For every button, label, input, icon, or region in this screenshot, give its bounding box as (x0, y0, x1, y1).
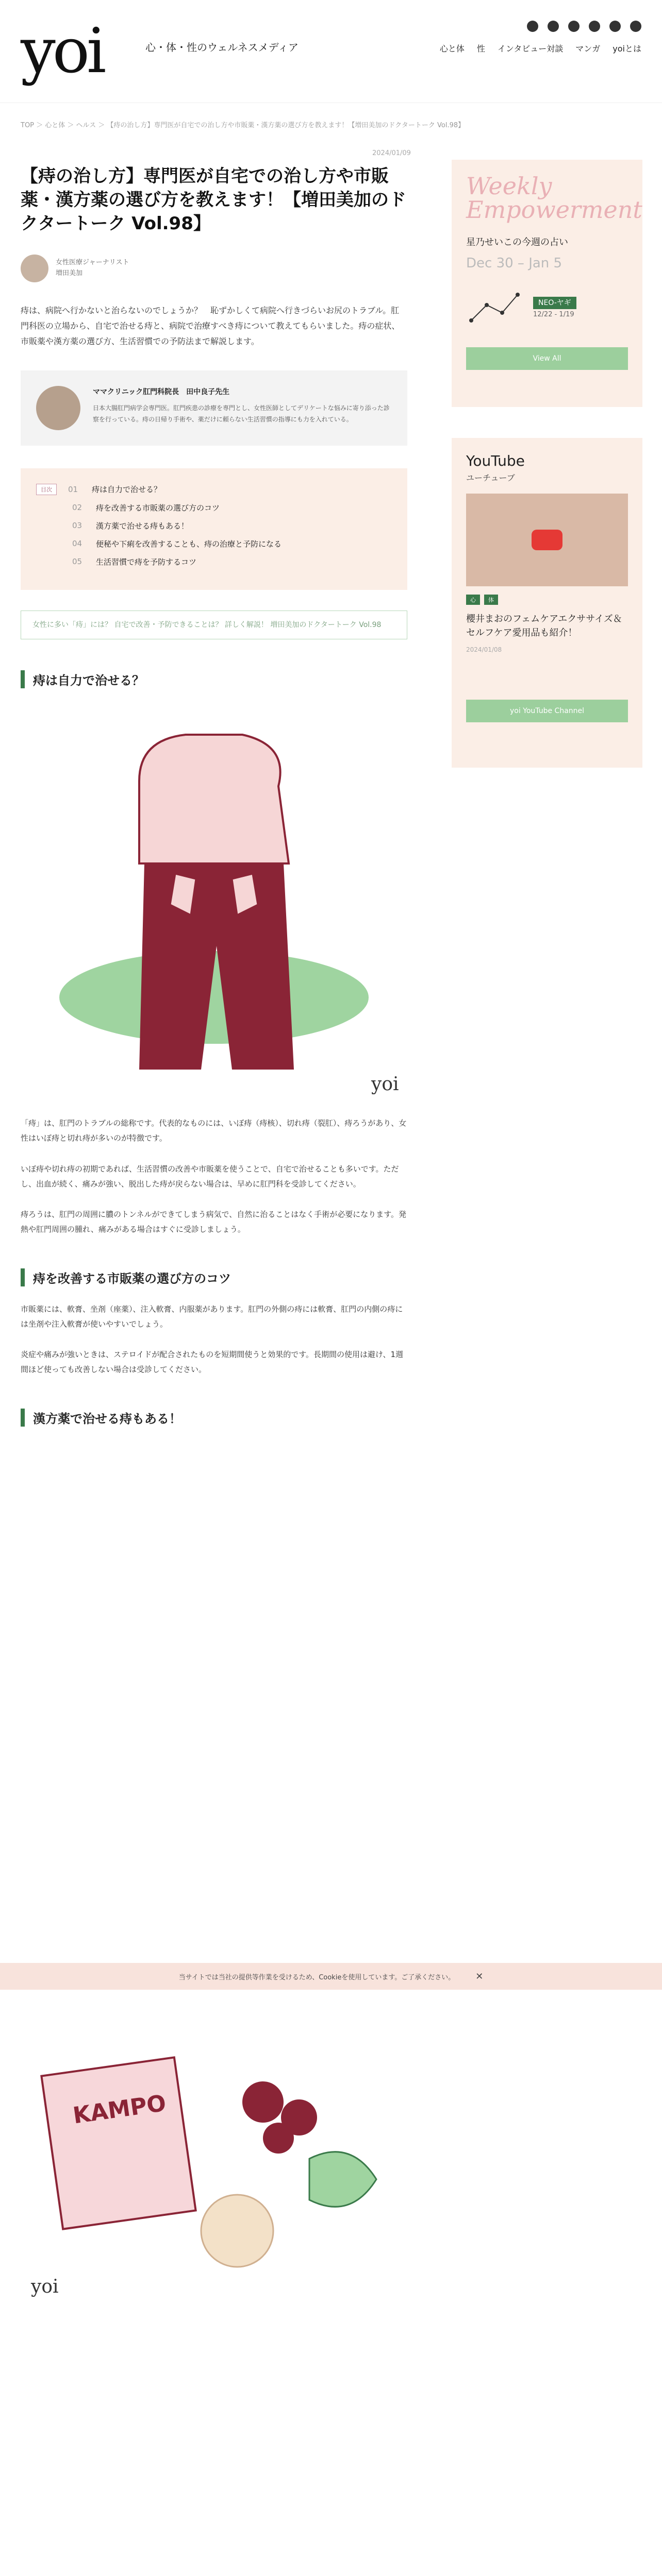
zodiac-name: NEO-ヤギ (533, 297, 576, 309)
site-logo[interactable]: yoi (21, 15, 104, 87)
illustration-kampo (21, 2004, 407, 2303)
toc-item[interactable]: 目次 01 痔は自力で治せる？ (36, 484, 392, 495)
site-tagline: 心・体・性のウェルネスメディア (145, 41, 299, 54)
doctor-bio: 日本大腸肛門病学会専門医。肛門疾患の診療を専門とし、女性医師としてデリケートな悩みに寄り添った診察を行っている。痔の日帰り手術や、薬だけに頼らない生活習慣の指導にも力を入れている。 (93, 404, 390, 423)
nav-item-manga[interactable]: マンガ (575, 44, 601, 54)
woman-illustration-icon (21, 709, 407, 1100)
cookie-banner (0, 1963, 662, 1990)
illustration-woman (21, 709, 407, 1100)
nav-item-interview[interactable]: インタビュー対談 (497, 44, 564, 54)
main-nav (440, 42, 641, 54)
tag[interactable]: 心 (466, 595, 480, 605)
youtube-icon[interactable] (589, 21, 600, 32)
view-all-button[interactable]: View All (466, 347, 628, 370)
zodiac-block (466, 284, 628, 331)
site-header (0, 0, 662, 103)
author-block (21, 255, 407, 282)
article-title: 【痔の治し方】専門医が自宅での治し方や市販薬・漢方薬の選び方を教えます！【増田美加のドクタートーク Vol.98】 (21, 166, 406, 234)
toc-item[interactable]: 04 便秘や下痢を改善することも、痔の治療と予防になる (72, 539, 282, 549)
related-article-link[interactable]: 女性に多い「痔」には？ 自宅で改善・予防できることは？ 詳しく解説！ 増田美加のドクタートーク Vol.98 (21, 611, 407, 639)
svg-text:KAMPO: KAMPO (71, 2090, 168, 2129)
doctor-name: ママクリニック肛門科院長 田中良子先生 (93, 387, 230, 396)
section-paragraph: 痔ろうは、肛門の周囲に膿のトンネルができてしまう病気で、自然に治ることはなく手術が必要になります。発熱や肛門周囲の腫れ、痛みがある場合はすぐに受診しましょう。 (21, 1210, 407, 1234)
article-main (21, 165, 407, 1427)
weekly-date: Dec 30 – Jan 5 (466, 256, 562, 271)
article-lead: 痔は、病院へ行かないと治らないのでしょうか？ 恥ずかしくて病院へ行きづらいお尻のトラブル。肛門科医の立場から、自宅で治せる痔と、病院で治療すべき痔について教えてもらいました。痔の症状、市販薬や漢方薬の選び方、生活習慣での予防法まで解説します。 (21, 305, 400, 347)
svg-text:yoi: yoi (371, 1074, 399, 1095)
youtube-title: YouTube (466, 452, 525, 469)
youtube-thumbnail[interactable] (466, 494, 628, 586)
close-icon[interactable]: ✕ (475, 1971, 484, 1982)
youtube-card (452, 438, 642, 768)
weekly-title: Weekly Empowerment (466, 172, 642, 224)
table-of-contents (21, 468, 407, 590)
instagram-icon[interactable] (527, 21, 538, 32)
kampo-illustration-icon (21, 2004, 407, 2303)
social-links (527, 21, 641, 32)
toc-item[interactable]: 03 漢方薬で治せる痔もある！ (72, 521, 189, 531)
section-heading: 痔を改善する市販薬の選び方のコツ (21, 1268, 407, 1286)
author-role: 女性医療ジャーナリスト (56, 258, 129, 266)
youtube-channel-button[interactable]: yoi YouTube Channel (466, 700, 628, 722)
section-paragraph: 炎症や痛みが強いときは、ステロイドが配合されたものを短期間使うと効果的です。長期間の使用は避け、1週間ほど使っても改善しない場合は受診してください。 (21, 1350, 403, 1375)
toc-item[interactable]: 02 痔を改善する市販薬の選び方のコツ (72, 503, 220, 513)
zodiac-date: 12/22 - 1/19 (533, 310, 574, 318)
youtube-tags (466, 595, 628, 605)
constellation-icon (466, 284, 523, 331)
nav-item-body-mind[interactable]: 心と体 (439, 44, 465, 54)
weekly-subtitle: 星乃せいこの今週の占い (466, 237, 568, 248)
author-avatar (21, 255, 48, 282)
sidebar (452, 160, 642, 768)
section-heading: 痔は自力で治せる？ (21, 670, 407, 688)
x-icon[interactable] (548, 21, 559, 32)
tag[interactable]: 体 (484, 595, 498, 605)
section-paragraph: いぼ痔や切れ痔の初期であれば、生活習慣の改善や市販薬を使うことで、自宅で治せることも多いです。ただし、出血が続く、痛みが強い、脱出した痔が戻らない場合は、早めに肛門科を受診してください。 (21, 1164, 399, 1189)
section-paragraph: 市販薬には、軟膏、坐剤（座薬）、注入軟膏、内服薬があります。肛門の外側の痔には軟膏、肛門の内側の痔には坐剤や注入軟膏が使いやすいでしょう。 (21, 1304, 403, 1329)
youtube-date: 2024/01/08 (466, 646, 502, 653)
nav-item-about[interactable]: yoiとは (613, 44, 641, 54)
tiktok-icon[interactable] (609, 21, 621, 32)
weekly-horoscope-card[interactable] (452, 160, 642, 407)
breadcrumb[interactable]: TOP ＞ 心と体 ＞ ヘルス ＞ 【痔の治し方】専門医が自宅での治し方や市販薬・漢方薬の選び方を教えます！【増田美加のドクタートーク Vol.98】 (21, 122, 465, 129)
nav-item-sex[interactable]: 性 (476, 44, 485, 54)
play-icon[interactable] (532, 530, 562, 550)
cookie-text: 当サイトでは当社の提供等作業を受けるため、Cookieを使用しています。ご了承ください。 (178, 1973, 455, 1981)
svg-text:yoi: yoi (31, 2276, 59, 2297)
line-icon[interactable] (568, 21, 580, 32)
section-heading: 漢方薬で治せる痔もある！ (21, 1409, 407, 1427)
doctor-photo (36, 386, 80, 430)
youtube-caption[interactable]: 櫻井まおのフェムケアエクササイズ＆セルフケア愛用品も紹介！ (466, 614, 622, 638)
article-date: 2024/01/09 (372, 149, 411, 157)
toc-badge: 目次 (36, 484, 57, 495)
doctor-profile (21, 370, 407, 446)
youtube-subtitle: ユーチューブ (466, 473, 515, 483)
toc-item[interactable]: 05 生活習慣で痔を予防するコツ (72, 557, 197, 567)
section-paragraph: 「痔」は、肛門のトラブルの総称です。代表的なものには、いぼ痔（痔核）、切れ痔（裂肛）、痔ろうがあり、女性はいぼ痔と切れ痔が多いのが特徴です。 (21, 1118, 407, 1143)
search-icon[interactable] (630, 21, 641, 32)
author-name[interactable]: 増田美加 (56, 269, 83, 277)
